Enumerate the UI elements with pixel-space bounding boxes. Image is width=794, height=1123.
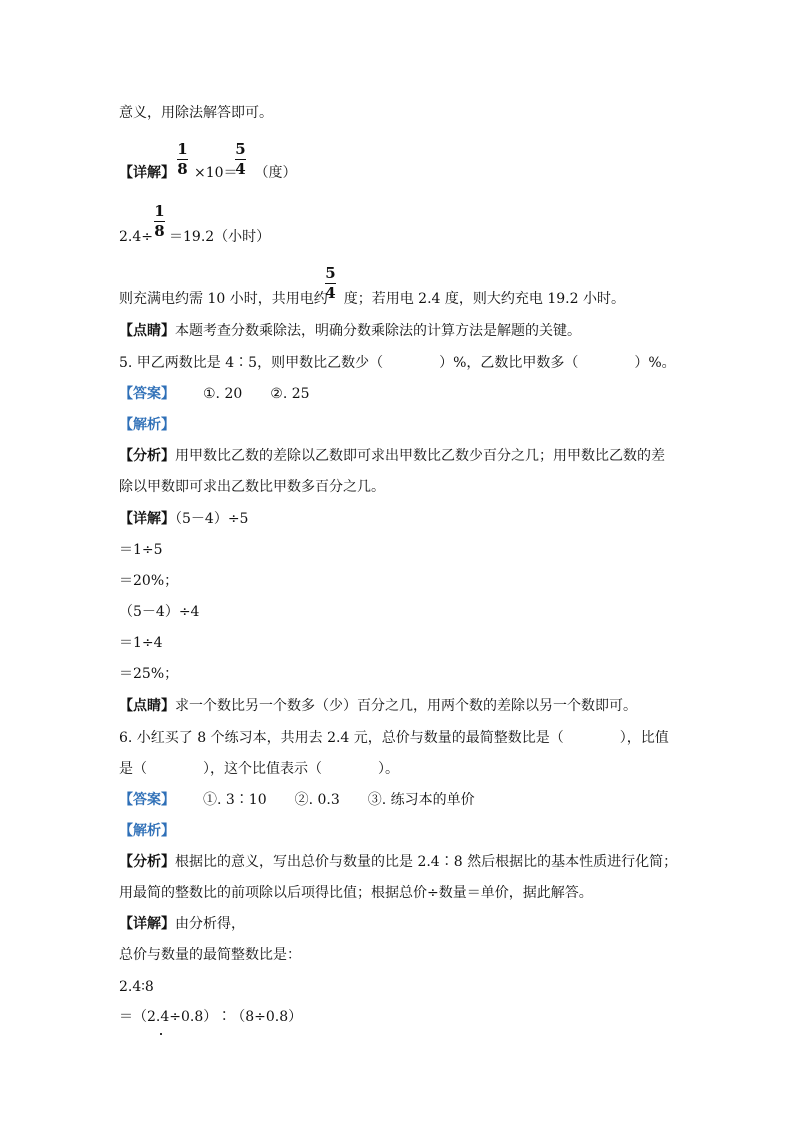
- conclusion-text-b: 度；若用电 2.4 度，则大约充电 19.2 小时。: [343, 291, 625, 307]
- fraction-1-8: [154, 203, 165, 240]
- comment-text: 本题考查分数乘除法，明确分数乘除法的计算方法是解题的关键。: [175, 323, 581, 339]
- answer-text: ①. 3∶10 ②. 0.3 ③. 练习本的单价: [203, 792, 475, 808]
- detail-tag: 【详解】: [119, 511, 175, 527]
- result-text: ＝19.2（小时）: [169, 229, 271, 245]
- question-6-line-1: 6. 小红买了 8 个练习本，共用去 2.4 元，总价与数量的最简整数比是（ ），比值: [119, 730, 669, 746]
- detail-tag: 【详解】: [119, 165, 175, 181]
- conclusion-text-a: 则充满电约需 10 小时，共用电约: [119, 291, 328, 307]
- analysis-line-2: 除以甲数即可求出乙数比甲数多百分之几。: [119, 479, 385, 495]
- fraction-denominator: 4: [235, 160, 246, 178]
- answer-tag: 【答案】: [119, 386, 175, 402]
- answer-tag: 【答案】: [119, 792, 175, 808]
- fraction-denominator: 8: [154, 222, 165, 240]
- answer-line-5: [119, 385, 310, 403]
- fraction-denominator: 4: [325, 284, 336, 302]
- step-line: 2.4∶8: [119, 979, 154, 995]
- text-line: 意义，用除法解答即可。: [119, 105, 273, 121]
- fraction-5-4: [325, 265, 336, 302]
- analysis-line-1: [119, 853, 677, 871]
- analysis-tag: [119, 822, 175, 840]
- unit-text: （度）: [254, 165, 297, 181]
- analysis-text: 用甲数比乙数的差除以乙数即可求出甲数比乙数少百分之几；用甲数比乙数的差: [175, 448, 665, 464]
- step-line: ＝（2.4÷0.8）∶（8÷0.8）: [119, 1009, 303, 1025]
- comment-tag: 【点睛】: [119, 323, 175, 339]
- fraction-1-8: [177, 141, 188, 178]
- fraction-numerator: 1: [177, 140, 188, 158]
- detail-line: [119, 915, 245, 933]
- detail-line-2: [119, 228, 270, 246]
- detail-line-3: [119, 290, 625, 308]
- fraction-numerator: 5: [235, 140, 246, 158]
- question-5: 5. 甲乙两数比是 4∶5，则甲数比乙数少（ ）%，乙数比甲数多（ ）%。: [119, 355, 676, 371]
- step-line: ＝1÷4: [119, 635, 163, 651]
- answer-line-6: [119, 791, 475, 809]
- step-text: 由分析得，: [175, 916, 245, 932]
- step-line: 总价与数量的最简整数比是：: [119, 947, 301, 963]
- step-line: ＝25%；: [119, 666, 179, 682]
- analysis-label: 【解析】: [119, 823, 175, 839]
- step-line: ＝20%；: [119, 573, 179, 589]
- answer-text: ①. 20 ②. 25: [203, 386, 310, 402]
- divide-text: 2.4÷: [119, 229, 153, 245]
- analysis-line-2: 用最简的整数比的前项除以后项得比值；根据总价÷数量＝单价，据此解答。: [119, 885, 593, 901]
- analysis-head: 【分析】: [119, 448, 175, 464]
- fraction-numerator: 1: [154, 202, 165, 220]
- analysis-text: 根据比的意义，写出总价与数量的比是 2.4∶8 然后根据比的基本性质进行化简；: [175, 854, 678, 870]
- comment-tag: 【点睛】: [119, 698, 175, 714]
- step-line: （5－4）÷4: [119, 604, 200, 620]
- step-line: ＝1÷5: [119, 542, 163, 558]
- detail-line: [119, 510, 248, 528]
- detail-tag: 【详解】: [119, 916, 175, 932]
- analysis-head: 【分析】: [119, 854, 175, 870]
- multiply-text: ×10＝: [194, 165, 238, 181]
- fraction-numerator: 5: [325, 264, 336, 282]
- step-text: （5－4）÷5: [175, 511, 249, 527]
- comment-line: [119, 322, 581, 340]
- analysis-tag: [119, 416, 175, 434]
- analysis-line-1: [119, 447, 665, 465]
- comment-line: [119, 697, 637, 715]
- stray-dot: [160, 1033, 162, 1035]
- question-6-line-2: 是（ ），这个比值表示（ ）。: [119, 761, 399, 777]
- fraction-denominator: 8: [177, 160, 188, 178]
- comment-text: 求一个数比另一个数多（少）百分之几，用两个数的差除以另一个数即可。: [175, 698, 637, 714]
- detail-line-1: [119, 164, 297, 182]
- fraction-5-4: [235, 141, 246, 178]
- analysis-label: 【解析】: [119, 417, 175, 433]
